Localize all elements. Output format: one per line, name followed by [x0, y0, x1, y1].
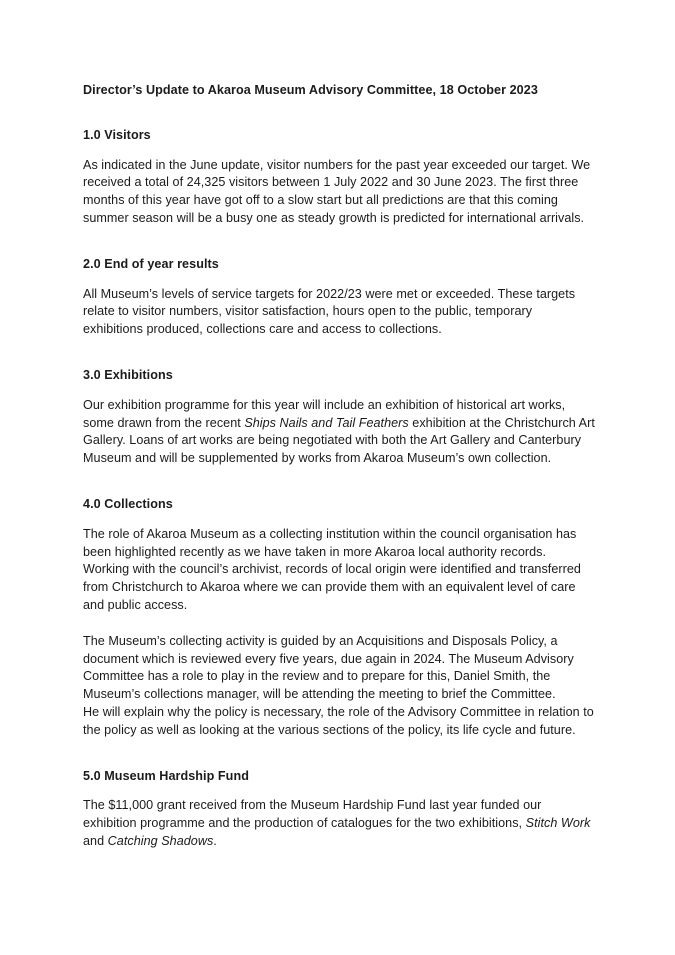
section-heading: 3.0 Exhibitions [83, 367, 173, 382]
text-run: exhibition at the Christchurch Art Gallery. Loans of art works are being negotiated with both the Art Gallery and Canterbury Museum and will be supplemented by works from Akaroa Museum’s own collection. [83, 415, 595, 466]
italic-title: Ships Nails and Tail Feathers [244, 415, 409, 430]
text-run: All Museum’s levels of service targets for 2022/23 were met or exceeded. These targets relate to visitor numbers, visitor satisfaction, hours open to the public, temporary exhibitions produced, collections care and access to collections. [83, 286, 576, 337]
italic-title: Stitch Work [525, 816, 591, 831]
sections-container [83, 100, 595, 851]
text-run: As indicated in the June update, visitor numbers for the past year exceeded our target. We received a total of 24,325 visitors between 1 July 2022 and 30 June 2023. The first three months of this year have got off to a slow start but all predictions are that this coming summer season will be a busy one as steady growth is predicted for international arrivals. [83, 157, 591, 225]
vertical-spacer [83, 274, 595, 286]
vertical-spacer [83, 468, 595, 496]
page-title: Director’s Update to Akaroa Museum Advisory Committee, 18 October 2023 [83, 83, 538, 97]
document-section [83, 367, 595, 468]
paragraph [83, 526, 595, 615]
vertical-spacer [83, 228, 595, 256]
paragraph [83, 397, 595, 468]
document-section [83, 127, 595, 228]
section-heading: 5.0 Museum Hardship Fund [83, 768, 249, 783]
vertical-spacer [83, 339, 595, 367]
document-section [83, 496, 595, 740]
text-run: He will explain why the policy is necessary, the role of the Advisory Committee in relation to the policy as well as looking at the various sections of the policy, its life cycle and future. [83, 704, 594, 737]
paragraph [83, 797, 595, 850]
vertical-spacer [83, 615, 595, 633]
text-run: The role of Akaroa Museum as a collecting institution within the council organisation has been highlighted recently as we have taken in more Akaroa local authority records. Working with the council’s archivist, records of local origin were identified and transferred from Christchurch to Akaroa where we can provide them with an equivalent level of care and public access. [83, 526, 581, 612]
section-heading: 2.0 End of year results [83, 256, 219, 271]
section-heading: 4.0 Collections [83, 496, 173, 511]
document-section [83, 256, 595, 339]
text-run: The $11,000 grant received from the Museum Hardship Fund last year funded our exhibition programme and the production of catalogues for the two exhibitions, [83, 798, 542, 831]
paragraph [83, 633, 595, 740]
text-run: The Museum’s collecting activity is guided by an Acquisitions and Disposals Policy, a document which is reviewed every five years, due again in 2024. The Museum Advisory Committee has a role to play in the review and to prepare for this, Daniel Smith, the Museum’s collections manager, will be attending the meeting to brief the Committee. [83, 633, 574, 702]
document-body [83, 82, 595, 851]
vertical-spacer [83, 385, 595, 397]
paragraph [83, 286, 595, 339]
vertical-spacer [83, 100, 595, 127]
section-heading: 1.0 Visitors [83, 127, 151, 142]
text-run: . [213, 833, 217, 848]
text-run: Our exhibition programme for this year will include an exhibition of historical art works, some drawn from the recent [83, 397, 566, 430]
italic-title: Catching Shadows [107, 833, 214, 848]
vertical-spacer [83, 740, 595, 768]
vertical-spacer [83, 785, 595, 797]
paragraph [83, 157, 595, 228]
document-section [83, 768, 595, 851]
text-run: and [83, 833, 108, 848]
vertical-spacer [83, 514, 595, 526]
vertical-spacer [83, 145, 595, 157]
